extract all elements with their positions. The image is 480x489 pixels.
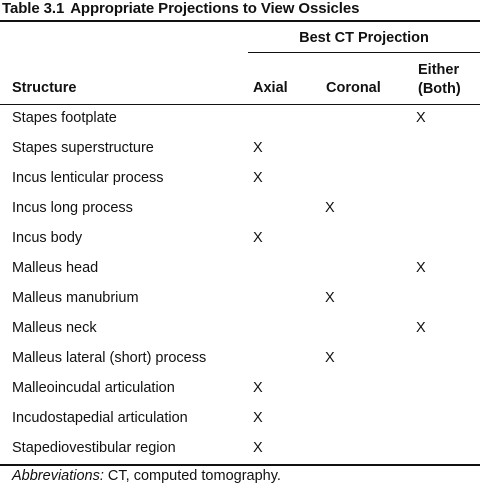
column-header-axial: Axial [253, 80, 288, 96]
table-row [0, 164, 480, 194]
table-row [0, 104, 480, 134]
cell-structure: Malleus lateral (short) process [12, 350, 207, 366]
cell-structure: Incus body [12, 230, 83, 246]
cell-coronal: X [325, 350, 335, 366]
cell-axial: X [253, 140, 263, 156]
table-row [0, 404, 480, 434]
cell-structure: Incus long process [12, 200, 133, 216]
table-row [0, 284, 480, 314]
group-header-rule [248, 52, 480, 53]
cell-structure: Incus lenticular process [12, 170, 164, 186]
cell-structure: Malleus head [12, 260, 99, 276]
cell-axial: X [253, 170, 263, 186]
table-row [0, 434, 480, 464]
cell-structure: Malleoincudal articulation [12, 380, 175, 396]
table-row [0, 134, 480, 164]
cell-coronal: X [325, 200, 335, 216]
table-title [2, 0, 359, 17]
cell-either: X [416, 110, 426, 126]
cell-structure: Stapes footplate [12, 110, 117, 126]
cell-structure: Malleus manubrium [12, 290, 139, 306]
footnote-text: CT, computed tomography. [103, 468, 281, 484]
column-header-either [418, 61, 461, 99]
cell-axial: X [253, 410, 263, 426]
table-row [0, 344, 480, 374]
cell-either: X [416, 320, 426, 336]
top-rule [0, 20, 480, 22]
table-footnote [12, 468, 281, 484]
table-number: Table 3.1 [2, 0, 65, 17]
cell-structure: Malleus neck [12, 320, 97, 336]
column-header-coronal: Coronal [326, 80, 381, 96]
table-row [0, 254, 480, 284]
table-row [0, 224, 480, 254]
cell-axial: X [253, 230, 263, 246]
cell-axial: X [253, 440, 263, 456]
column-header-either-line2: (Both) [418, 81, 461, 97]
table-caption: Appropriate Projections to View Ossicles [70, 0, 360, 17]
column-header-structure: Structure [12, 80, 77, 96]
cell-coronal: X [325, 290, 335, 306]
table-row [0, 194, 480, 224]
cell-structure: Stapes superstructure [12, 140, 154, 156]
table-row [0, 314, 480, 344]
footnote-label: Abbreviations: [12, 468, 104, 484]
cell-structure: Stapediovestibular region [12, 440, 176, 456]
table-row [0, 374, 480, 404]
column-header-either-line1: Either [418, 62, 460, 78]
cell-axial: X [253, 380, 263, 396]
table-body [0, 104, 480, 464]
group-header-best-ct-projection: Best CT Projection [299, 30, 429, 46]
bottom-rule [0, 464, 480, 466]
cell-structure: Incudostapedial articulation [12, 410, 188, 426]
cell-either: X [416, 260, 426, 276]
